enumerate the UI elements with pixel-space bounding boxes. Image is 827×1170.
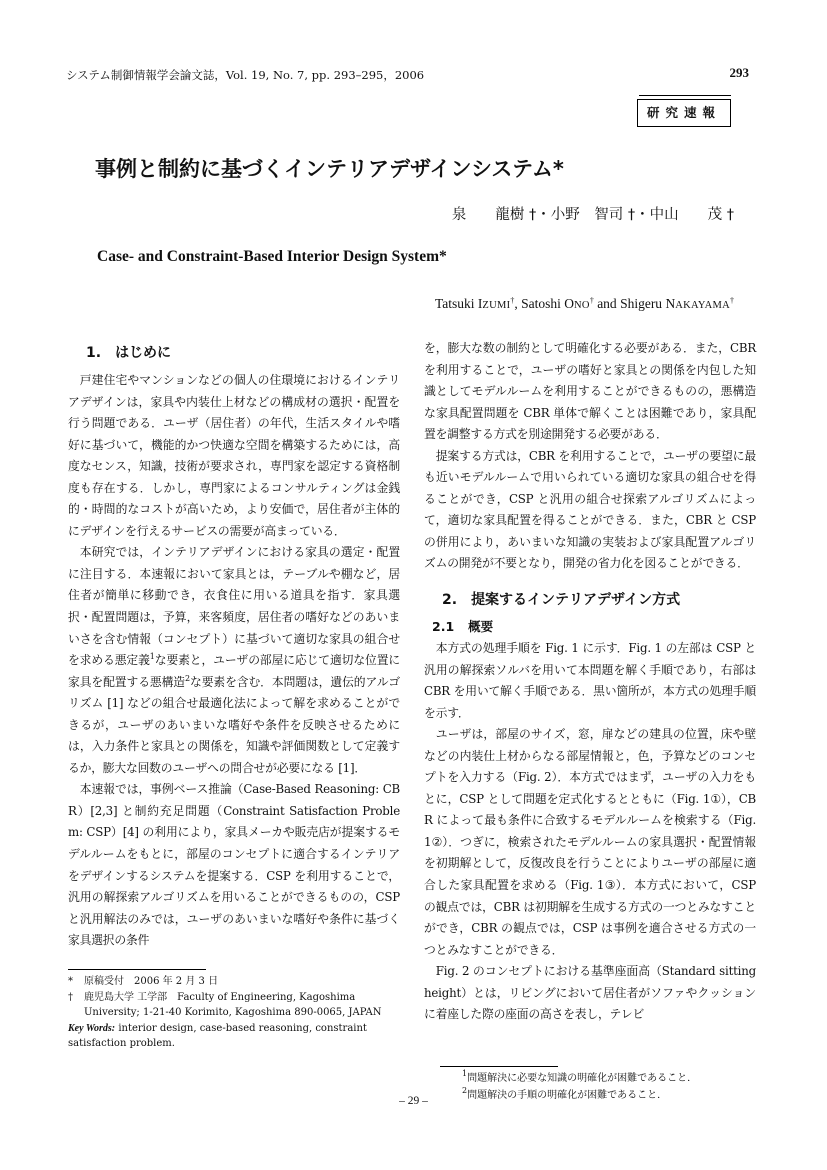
right-column [424, 338, 756, 1026]
author-family-rest: ZUMI [482, 300, 511, 311]
footnote-text: 問題解決の手順の明確化が困難であること． [467, 1090, 668, 1101]
section-number: 2. [442, 592, 458, 609]
footnote-mark: 1 [462, 1069, 468, 1078]
section-title: 提案するインテリアデザイン方式 [471, 592, 681, 609]
section-label-rule [639, 95, 731, 96]
page-number: 293 [729, 65, 749, 80]
footnotes-left [68, 974, 400, 1052]
author-family-rest: NO [574, 300, 590, 311]
section-number: 1. [86, 345, 102, 361]
author-dagger: † [589, 296, 594, 305]
author-name [435, 296, 521, 311]
author-dagger: † [510, 296, 515, 305]
author-given-name: Satoshi [521, 296, 565, 311]
paragraph-text: 本研究では，インテリアデザインにおける家具の選定・配置に注目する．本速報において家具とは，テーブルや棚など，居住者が簡単に移動でき，衣食住に用いる道具を指す．家具選択・配置問題は，予算，来客頻度，居住者の嗜好などのあいまいさを含む情報（コンセプト）に基づいて適切な家具の組合せを求める悪定義 [68, 545, 400, 668]
footnote [462, 1070, 762, 1087]
paragraph: 提案する方式は，CBR を利用することで，ユーザの要望に最も近いモデルルームで用いられている適切な家具の組合せを得ることができ，CSP と汎用の組合せ探索アルゴリズムによって，適切な家具配置を得ることができる．また，CBR と CSP の併用により，あいまいな知識の実装および家具配置アルゴリズムの開発が不要となり，開発の省力化を図ることができる． [424, 448, 756, 571]
author-family-initial: O [564, 296, 575, 311]
author-name [620, 296, 734, 311]
subsection-number: 2.1 [432, 619, 455, 635]
section-heading [442, 589, 756, 609]
subsection-heading [432, 617, 756, 635]
paragraph: 本速報では，事例ベース推論（Case-Based Reasoning: CBR）[2,3] と制約充足問題（Constraint Satisfaction Problem: CSP）[4] の利用により，家具メーカや販売店が提案するモデルルームをもとに，部屋のコンセプトに適合するインテリアをデザインするシステムを提案する．CSP を利用することで，汎用の解探索アルゴリズムを用いることができるものの，CSP と汎用解法のみでは，ユーザのあいまいな嗜好や条件に基づく家具選択の条件 [68, 782, 400, 948]
paragraph: 本方式の処理手順を Fig. 1 に示す．Fig. 1 の左部は CSP と汎用の解探索ソルバを用いて本問題を解く手順であり，右部は CBR を用いて解く手順である．黒い箇所が，本方式の処理手順を示す． [424, 641, 756, 720]
footnote-rule [440, 1066, 558, 1067]
keywords-label: Key Words: [68, 1022, 116, 1034]
author-family-initial: N [665, 296, 676, 311]
author-name [521, 296, 620, 311]
footnote-mark: * [68, 976, 73, 987]
paragraph: を，膨大な数の制約として明確化する必要がある．また，CBR を利用することで，ユーザの嗜好と家具との関係を内包した知識としてモデルルームを利用することができるものの，悪構造な家具配置問題を CBR 単体で解くことは困難であり，家具配置を調整する方式を別途開発する必要がある． [424, 341, 756, 442]
left-column [68, 338, 400, 952]
author-given-name: Shigeru [620, 296, 666, 311]
keywords [68, 1021, 400, 1052]
running-head: システム制御情報学会論文誌，Vol. 19, No. 7, pp. 293–295，2006 [66, 68, 425, 82]
author-separator: and [593, 296, 621, 311]
author-dagger: † [730, 296, 734, 305]
footnote-text: 鹿児島大学 工学部 Faculty of Engineering, Kagoshima University; 1-21-40 Korimito, Kagoshima 890-0065, JAPAN [84, 991, 382, 1018]
section-title: はじめに [115, 345, 172, 361]
author-family-rest: AKAYAMA [675, 300, 730, 311]
author-separator: , [514, 296, 522, 311]
footnote-text: 問題解決に必要な知識の明確化が困難であること． [467, 1073, 698, 1084]
footnote-mark: 2 [462, 1086, 468, 1095]
footnote-text: 原稿受付 2006 年 2 月 3 日 [84, 976, 219, 987]
footnote-ref: 1 [149, 652, 155, 662]
paragraph: Fig. 2 のコンセプトにおける基準座面高（Standard sitting height）とは，リビングにおいて居住者がソファやクッションに着座した際の座面の高さを表し，テレビ [424, 964, 756, 1022]
authors-english [435, 296, 734, 312]
paragraph: 戸建住宅やマンションなどの個人の住環境におけるインテリアデザインは，家具や内装仕上材などの構成材の選択・配置を行う問題である．ユーザ（居住者）の年代，生活スタイルや嗜好に基づいて，機能的かつ快適な空間を構築するためには，高度なセンス，知識，技術が要求され，専門家を認定する資格制度も存在する．しかし，専門家によるコンサルティングは金銭的・時間的なコストが高いため，より安価で，居住者が主体的にデザインを行えるサービスの需要が高まっている． [68, 373, 400, 538]
title-english: Case- and Constraint-Based Interior Design System* [97, 248, 447, 265]
section-heading [86, 342, 400, 362]
page-footer: – 29 – [399, 1095, 428, 1107]
footnote-ref: 2 [185, 673, 190, 683]
affiliation-note [68, 990, 400, 1021]
subsection-title: 概要 [468, 619, 494, 635]
section-label: 研究速報 [637, 99, 731, 127]
paragraph-text: な要素と，ユーザの部屋に応じて適切な位置に家具を配置する悪構造 [68, 653, 400, 689]
author-given-name: Tatsuki [434, 296, 478, 311]
footnote-mark: † [68, 991, 73, 1003]
paragraph: ユーザは，部屋のサイズ，窓，扉などの建具の位置，床や壁などの内装仕上材からなる部屋情報と，色，予算などのコンセプトを入力する（Fig. 2）．本方式ではまず，ユーザの入力をもとに，CSP として問題を定式化するとともに（Fig. 1①），CBR によって最も条件に合致するモデルルームを検索する（Fig. 1②）．つぎに，検索されたモデルルームの家具選択・配置情報を初期解として，反復改良を行うことによりユーザの部屋に適合した家具配置を求める（Fig. 1③）．本方式において，CSP の観点では，CBR は初期解を生成する方式の一つとみなすことができ，CBR の観点では，CSP は事例を適合させる方式の一つとみなすことができる． [424, 727, 756, 957]
title-japanese: 事例と制約に基づくインテリアデザインシステム* [95, 157, 564, 181]
received-note [68, 974, 400, 990]
authors-japanese: 泉 龍樹 †・小野 智司 †・中山 茂 † [451, 207, 734, 223]
footnote-rule [68, 969, 206, 970]
paragraph-text: な要素を含む．本問題は，遺伝的アルゴリズム [1] などの組合せ最適化法によって解を求めることができるが，ユーザのあいまいな嗜好や条件を反映させるためには，入力条件と家具との関係を，知識や評価関数として定義するか，膨大な回数のユーザへの問合せが必要になる [1]． [68, 674, 400, 775]
keywords-text: interior design, case-based reasoning, constraint satisfaction problem. [68, 1022, 367, 1049]
paragraph [68, 542, 400, 779]
author-family-initial: I [477, 296, 483, 311]
